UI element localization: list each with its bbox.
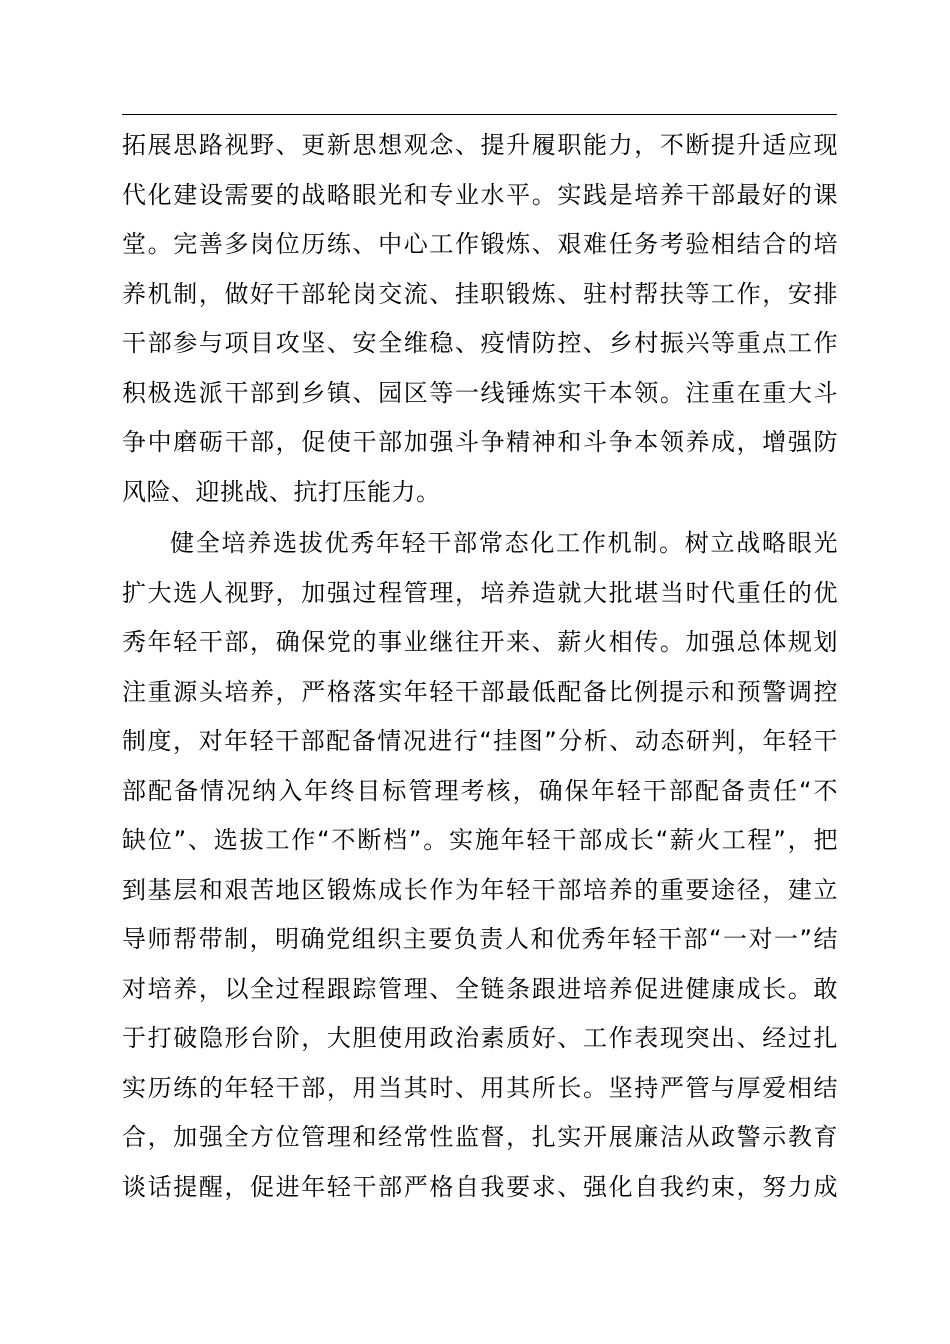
paragraph-line: 风险、迎挑战、抗打压能力。: [122, 477, 441, 506]
paragraph-line: 注重源头培养，严格落实年轻干部最低配备比例提示和预警调控: [122, 677, 838, 706]
paragraph-line: 干部参与项目攻坚、安全维稳、疫情防控、乡村振兴等重点工作: [122, 329, 838, 357]
paragraph-line: 争中磨砺干部，促使干部加强斗争精神和斗争本领养成，增强防: [122, 428, 838, 456]
paragraph-line: 部配备情况纳入年终目标管理考核，确保年轻干部配备责任“不: [122, 776, 838, 805]
paragraph-line: 健全培养选拔优秀年轻干部常态化工作机制。树立战略眼光: [170, 529, 838, 557]
paragraph-line: 合，加强全方位管理和经常性监督，扎实开展廉洁从政警示教育: [122, 1123, 838, 1151]
paragraph-line: 对培养，以全过程跟踪管理、全链条跟进培养促进健康成长。敢: [122, 974, 838, 1003]
paragraph-line: 代化建设需要的战略眼光和专业水平。实践是培养干部最好的课: [122, 180, 838, 209]
paragraph-line: 积极选派干部到乡镇、园区等一线锤炼实干本领。注重在重大斗: [122, 378, 838, 407]
paragraph-line: 到基层和艰苦地区锻炼成长作为年轻干部培养的重要途径，建立: [122, 875, 838, 904]
paragraph-1: [122, 121, 838, 517]
paragraph-line: 实历练的年轻干部，用当其时、用其所长。坚持严管与厚爱相结: [122, 1073, 838, 1102]
header-rule: [122, 114, 837, 115]
paragraph-line: 制度，对年轻干部配备情况进行“挂图”分析、动态研判，年轻干: [122, 727, 838, 755]
paragraph-line: 于打破隐形台阶，大胆使用政治素质好、工作表现突出、经过扎: [122, 1024, 838, 1052]
paragraph-line: 谈话提醒，促进年轻干部严格自我要求、强化自我约束，努力成: [122, 1172, 838, 1201]
paragraph-2: [122, 519, 838, 1212]
paragraph-line: 堂。完善多岗位历练、中心工作锻炼、艰难任务考验相结合的培: [122, 230, 838, 258]
paragraph-line: 缺位”、选拔工作“不断档”。实施年轻干部成长“薪火工程”，把: [122, 826, 838, 854]
paragraph-line: 扩大选人视野，加强过程管理，培养造就大批堪当时代重任的优: [122, 578, 838, 607]
paragraph-line: 秀年轻干部，确保党的事业继往开来、薪火相传。加强总体规划: [122, 628, 838, 656]
body-text: [122, 121, 838, 1212]
paragraph-line: 拓展思路视野、更新思想观念、提升履职能力，不断提升适应现: [122, 131, 838, 159]
paragraph-line: 养机制，做好干部轮岗交流、挂职锻炼、驻村帮扶等工作，安排: [122, 279, 838, 308]
paragraph-line: 导师帮带制，明确党组织主要负责人和优秀年轻干部“一对一”结: [122, 925, 838, 953]
